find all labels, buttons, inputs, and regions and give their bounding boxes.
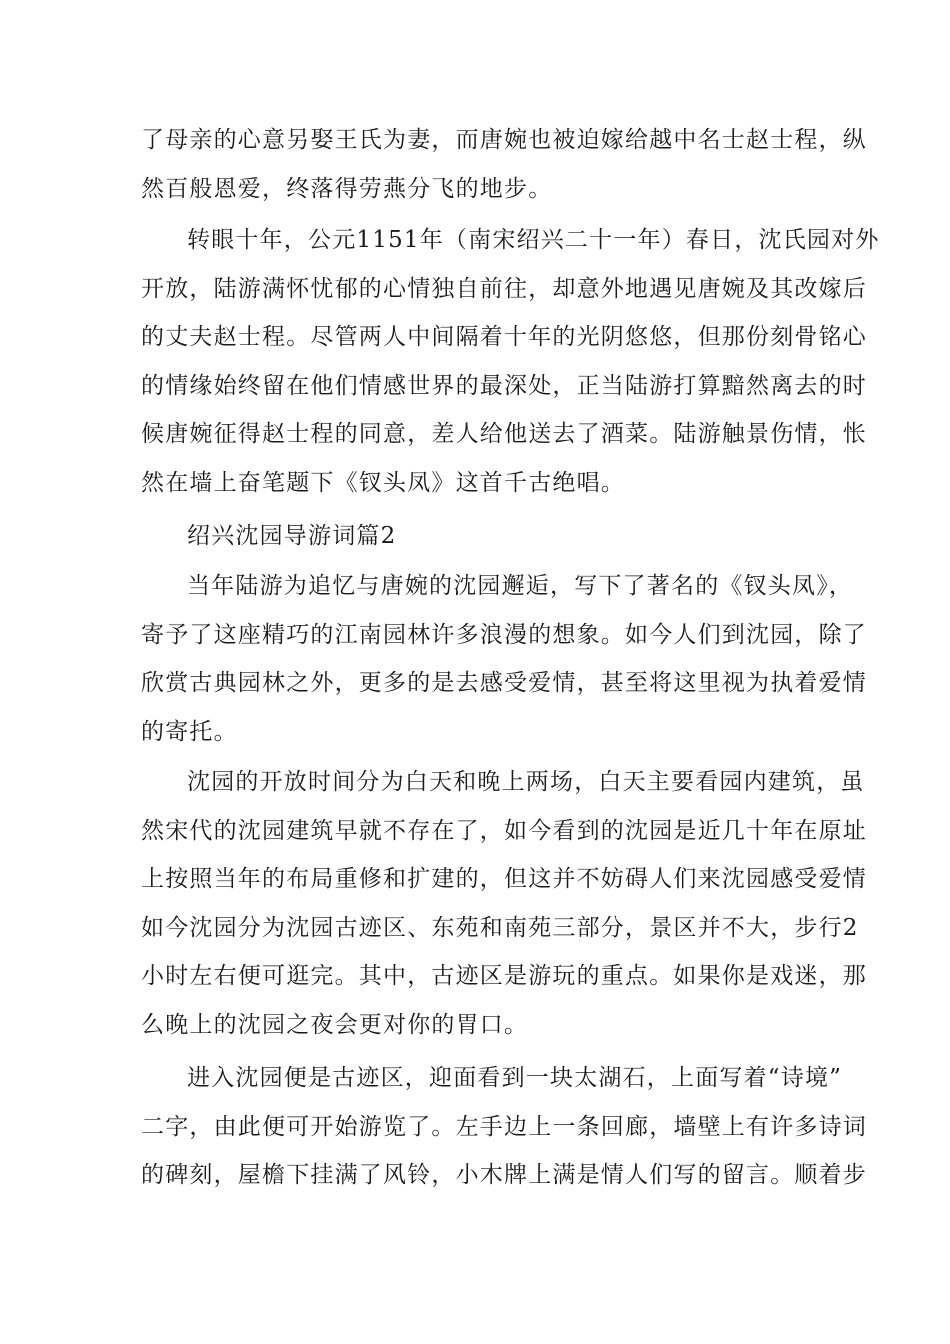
paragraph-3 (141, 562, 867, 756)
text-line: 寄予了这座精巧的江南园林许多浪漫的想象。如今人们到沈园，除了 (141, 621, 867, 648)
heading-text: 绍兴沈园导游词篇2 (187, 523, 397, 549)
text-line: 了母亲的心意另娶王氏为妻，而唐婉也被迫嫁给越中名士赵士程，纵 (141, 127, 867, 153)
text-line: 然宋代的沈园建筑早就不存在了，如今看到的沈园是近几十年在原址 (141, 817, 867, 844)
text-line: 进入沈园便是古迹区，迎面看到一块太湖石，上面写着“诗境” (187, 1065, 843, 1091)
text-line: 上按照当年的布局重修和扩建的，但这并不妨碍人们来沈园感受爱情 (141, 866, 867, 892)
text-line: 么晚上的沈园之夜会更对你的胃口。 (141, 1011, 529, 1038)
paragraph-5 (141, 1054, 867, 1200)
text-line: 转眼十年，公元1151年（南宋绍兴二十一年）春日，沈氏园对外 (187, 227, 880, 253)
text-line: 的碑刻，屋檐下挂满了风铃，小木牌上满是情人们写的留言。顺着步 (141, 1162, 867, 1188)
text-line: 然百般恩爱，终落得劳燕分飞的地步。 (141, 175, 553, 202)
text-line: 欣赏古典园林之外，更多的是去感受爱情，甚至将这里视为执着爱情 (141, 670, 867, 696)
paragraph-1 (141, 116, 867, 213)
text-line: 如今沈园分为沈园古迹区、东苑和南苑三部分，景区并不大，步行2 (141, 914, 859, 941)
text-line: 开放，陆游满怀忧郁的心情独自前往，却意外地遇见唐婉及其改嫁后 (141, 275, 867, 302)
text-line: 候唐婉征得赵士程的同意，差人给他送去了酒菜。陆游触景伤情，怅 (141, 421, 867, 447)
section-heading (141, 512, 821, 561)
text-line: 的丈夫赵士程。尽管两人中间隔着十年的光阴悠悠，但那份刻骨铭心 (141, 324, 867, 350)
text-line: 二字，由此便可开始游览了。左手边上一条回廊，墙壁上有许多诗词 (141, 1113, 867, 1140)
text-line: 小时左右便可逛完。其中，古迹区是游玩的重点。如果你是戏迷，那 (141, 963, 867, 989)
text-line: 的情缘始终留在他们情感世界的最深处，正当陆游打算黯然离去的时 (141, 372, 867, 399)
text-line: 的寄托。 (141, 718, 238, 745)
paragraph-2 (141, 216, 880, 507)
text-line: 沈园的开放时间分为白天和晚上两场，白天主要看园内建筑，虽 (187, 769, 865, 795)
text-line: 当年陆游为追忆与唐婉的沈园邂逅，写下了著名的《钗头凤》， (187, 573, 854, 599)
text-line: 然在墙上奋笔题下《钗头凤》这首千古绝唱。 (141, 469, 625, 496)
paragraph-4 (141, 758, 867, 1049)
